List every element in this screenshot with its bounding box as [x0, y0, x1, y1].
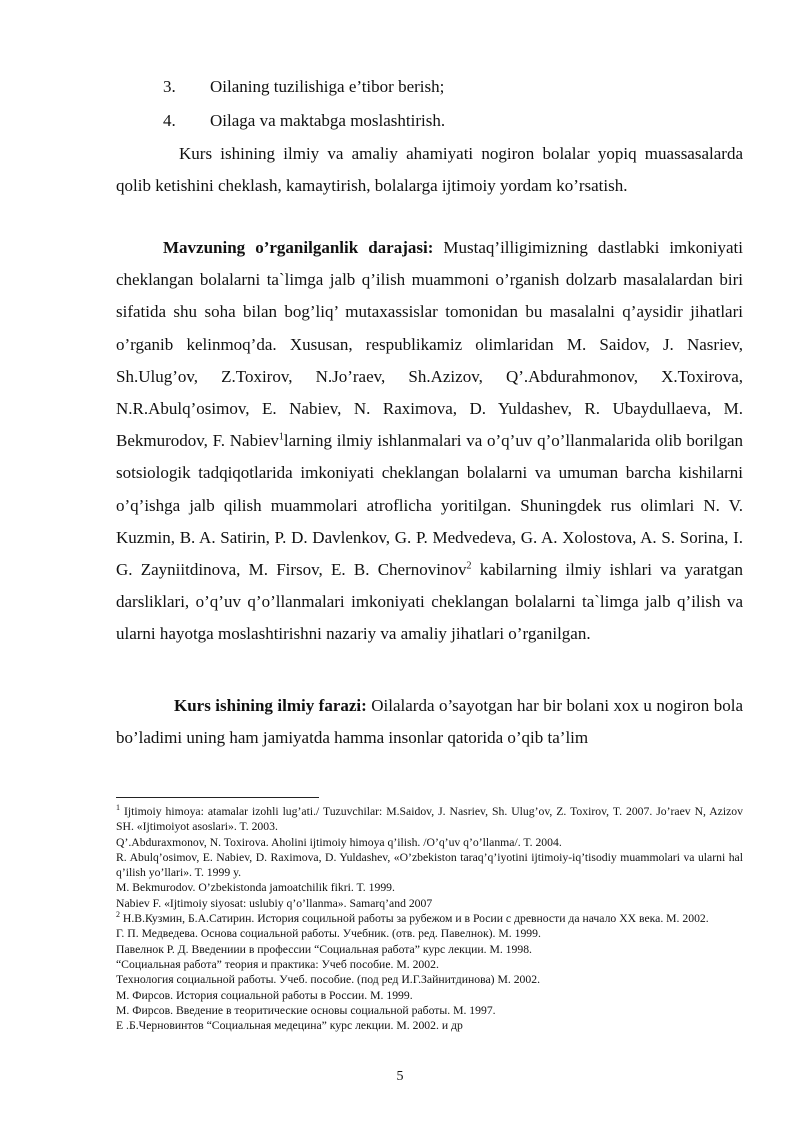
footnote-line: М. Фирсов. История социальной работы в России. М. 1999. [116, 988, 413, 1002]
footnote-line: Е .Б.Черновинтов “Социальная медецина” курс лекции. М. 2002. и др [116, 1019, 463, 1033]
footnote-line: M. Bekmurodov. O’zbekistonda jamoatchilik fikri. T. 1999. [116, 881, 395, 895]
list-text: Oilaning tuzilishiga e’tibor berish; [210, 77, 445, 96]
footnotes [116, 804, 743, 1033]
list-number: 3. [163, 77, 176, 96]
footnote-line: Nabiev F. «Ijtimoiy siyosat: uslubiy q’o’llanma». Samarq’and 2007 [116, 896, 433, 910]
paragraph-text: Oilalarda o’sayotgan har bir bolani xox u nogiron bola bo’ladimi uning ham jamiyatda hamma insonlar qatorida o’qib ta’lim [116, 696, 743, 748]
paragraph-heading: Mavzuning o’rganilganlik darajasi: [163, 238, 434, 257]
paragraph-research-level [116, 232, 743, 651]
footnote-line: Технология социальной работы. Учеб. пособие. (под ред И.Г.Зайнитдинова) М. 2002. [116, 973, 541, 987]
footnote-line: Г. П. Медведева. Основа социальной работы. Учебник. (отв. ред. Павелнок). М. 1999. [116, 927, 541, 941]
footnote-line: Q’.Abduraxmonov, N. Toxirova. Aholini ijtimoiy himoya q’ilish. /O’q’uv q’o’llanma/. T. 2004. [116, 835, 562, 849]
paragraph-significance [116, 138, 743, 202]
list-item [163, 111, 583, 131]
list-text: Oilaga va maktabga moslashtirish. [210, 111, 446, 130]
paragraph-text: kabilarning ilmiy ishlari va yaratgan darsliklari, o’q’uv q’o’llanmalari imkoniyati cheklangan bolalarni ta`limga jalb q’ilish va ularni hayotga moslashtirishni nazariy va amaliy jihatlari o’rganilgan. [116, 560, 743, 644]
footnote-line: R. Abulq’osimov, E. Nabiev, D. Raximova, D. Yuldashev, «O’zbekiston taraq’q’iyotini ijtimoiy-iq’tisodiy muammolari va ularni hal q’ilish yo’llari». T. 1999 y. [116, 850, 743, 880]
footnote-line: М. Фирсов. Введение в теоритические основы социальной работы. М. 1997. [116, 1003, 496, 1017]
footnote-line: $^1$ Ijtimoiy himoya: atamalar izohli lug’ati./ Tuzuvchilar: M.Saidov, J. Nasriev, Sh. Ulug’ov, Z. Toxirov, T. 2007. Jo’raev N, Azizov SH. «Ijtimoiyot asoslari». T. 2003. [116, 803, 743, 834]
footnote-line: “Социальная работа” теория и практика: Учеб пособие. М. 2002. [116, 957, 439, 971]
footnote-ref[interactable]: 2 [466, 560, 472, 572]
paragraph-text: Kurs ishining ilmiy va amaliy ahamiyati nogiron bolalar yopiq muassasalarda qolib ketishini cheklash, kamaytirish, bolalarga ijtimoiy yordam ko’rsatish. [116, 144, 743, 196]
paragraph-hypothesis [116, 690, 743, 754]
footnote-line: Павелнок Р. Д. Введениии в профессии “Социальная работа” курс лекции. М. 1998. [116, 942, 532, 956]
list-number: 4. [163, 111, 176, 130]
paragraph-text: larning ilmiy ishlanmalari va o’q’uv q’o’llanmalarida olib borilgan sotsiologik tadqiqotlarida imkoniyati cheklangan bolalarni va umuman barcha kishilarni o’q’ishga jalb qilish muammolari atroflicha yoritilgan. Shuningdek rus olimlari N. V. Kuzmin, B. A. Satirin, P. D. Davlenkov, G. P. Medvedeva, G. A. Xolostova, A. S. Sorina, I. G. Zayniitdinova, M. Firsov, E. B. Chernovinov [116, 431, 743, 580]
paragraph-text: Mustaq’illigimizning dastlabki imkoniyati cheklangan bolalarni ta`limga jalb q’ilish muammoni o’rganish dolzarb masalalardan biri sifatida shu soha bilan bog’liq’ mutaxassislar tomonidan bu masalalni q’aysidir jihatlari o’rganib kelinmoq’da. Xususan, respublikamiz olimlaridan M. Saidov, J. Nasriev, Sh.Ulug’ov, Z.Toxirov, N.Jo’raev, Sh.Azizov, Q’.Abdurahmonov, X.Toxirova, N.R.Abulq’osimov, E. Nabiev, N. Raximova, D. Yuldashev, R. Ubaydullaeva, M. Bekmurodov, F. Nabiev [116, 238, 743, 451]
footnote-line: $^2$ Н.В.Кузмин, Б.А.Сатирин. История социльной работы за рубежом и в Росии с древности да начало ХХ века. М. 2002. [116, 910, 709, 926]
paragraph-heading: Kurs ishining ilmiy farazi: [174, 696, 367, 715]
page-number: 5 [396, 1069, 404, 1084]
footnote-ref[interactable]: 1 [278, 431, 284, 443]
footnote-separator [116, 797, 319, 798]
list-item [163, 77, 583, 97]
